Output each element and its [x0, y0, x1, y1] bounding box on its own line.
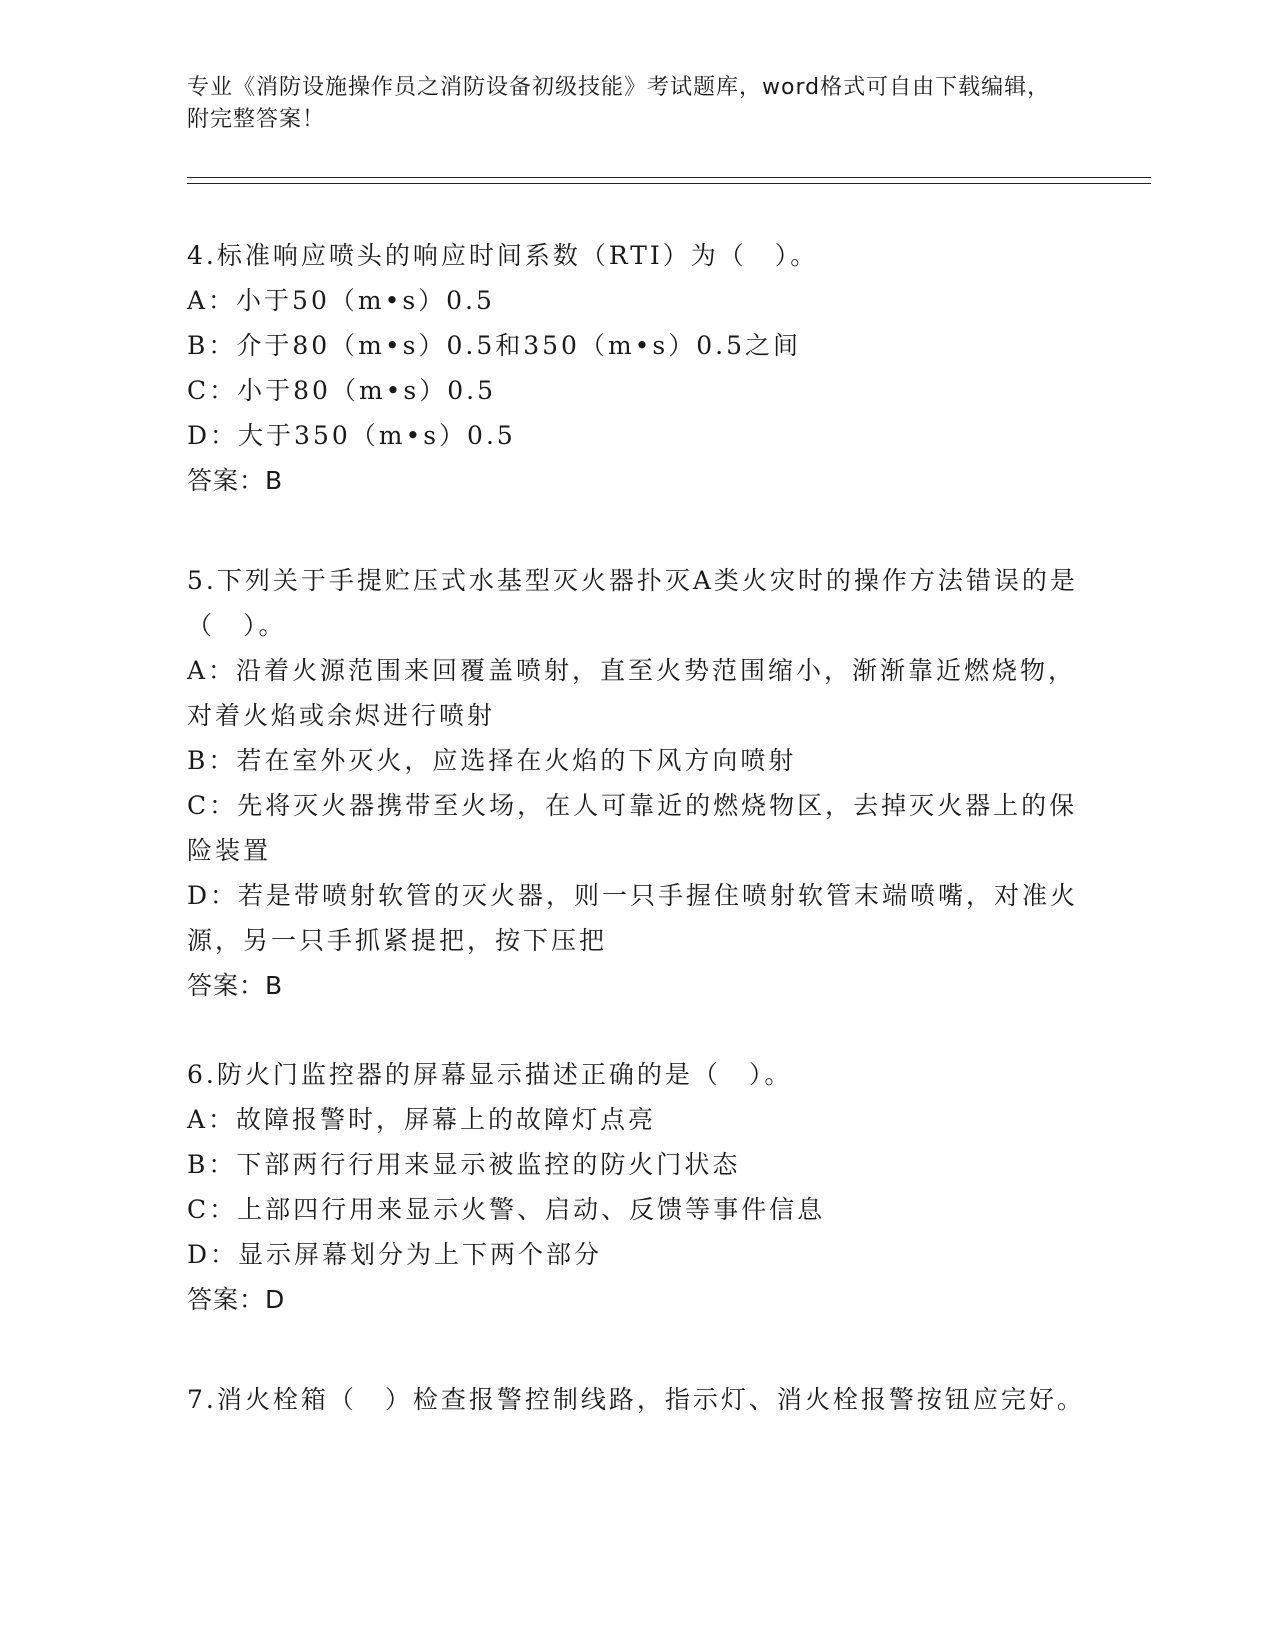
option-d: D：显示屏幕划分为上下两个部分	[187, 1240, 603, 1269]
option-b: B：若在室外灭火，应选择在火焰的下风方向喷射	[187, 746, 797, 775]
question-stem: 6.防火门监控器的屏幕显示描述正确的是（ ）。	[187, 1060, 793, 1089]
option-b: B：下部两行行用来显示被监控的防火门状态	[187, 1150, 741, 1179]
option-d: D：若是带喷射软管的灭火器，则一只手握住喷射软管末端喷嘴，对准火源，另一只手抓紧提把，按下压把	[187, 881, 1079, 955]
question-7	[187, 1377, 1087, 1422]
answer: 答案：B	[187, 971, 284, 1000]
question-stem: 4.标准响应喷头的响应时间系数（RTI）为（ ）。	[187, 241, 819, 270]
option-c: C：先将灭火器携带至火场，在人可靠近的燃烧物区，去掉灭火器上的保险装置	[187, 791, 1078, 865]
header-divider-top	[187, 177, 1151, 178]
option-d: D：大于350（m•s）0.5	[187, 421, 516, 450]
question-stem: 7.消火栓箱（ ）检查报警控制线路，指示灯、消火栓报警按钮应完好。	[187, 1385, 1085, 1414]
option-a: A：沿着火源范围来回覆盖喷射，直至火势范围缩小，渐渐靠近燃烧物，对着火焰或余烬进行喷射	[187, 656, 1077, 730]
option-c: C：上部四行用来显示火警、启动、反馈等事件信息	[187, 1195, 826, 1224]
option-b: B：介于80（m•s）0.5和350（m•s）0.5之间	[187, 331, 801, 360]
question-6	[187, 1052, 1087, 1322]
document-header: 专业《消防设施操作员之消防设备初级技能》考试题库，word格式可自由下载编辑，附完整答案！	[187, 75, 1051, 132]
header-divider-bottom	[187, 183, 1151, 184]
question-4	[187, 233, 1087, 503]
option-c: C：小于80（m•s）0.5	[187, 376, 496, 405]
question-5	[187, 558, 1087, 1008]
option-a: A：小于50（m•s）0.5	[187, 286, 495, 315]
option-a: A：故障报警时，屏幕上的故障灯点亮	[187, 1105, 657, 1134]
question-stem: 5.下列关于手提贮压式水基型灭火器扑灭A类火灾时的操作方法错误的是（ ）。	[187, 566, 1078, 640]
answer: 答案：D	[187, 1285, 286, 1314]
answer: 答案：B	[187, 466, 284, 495]
